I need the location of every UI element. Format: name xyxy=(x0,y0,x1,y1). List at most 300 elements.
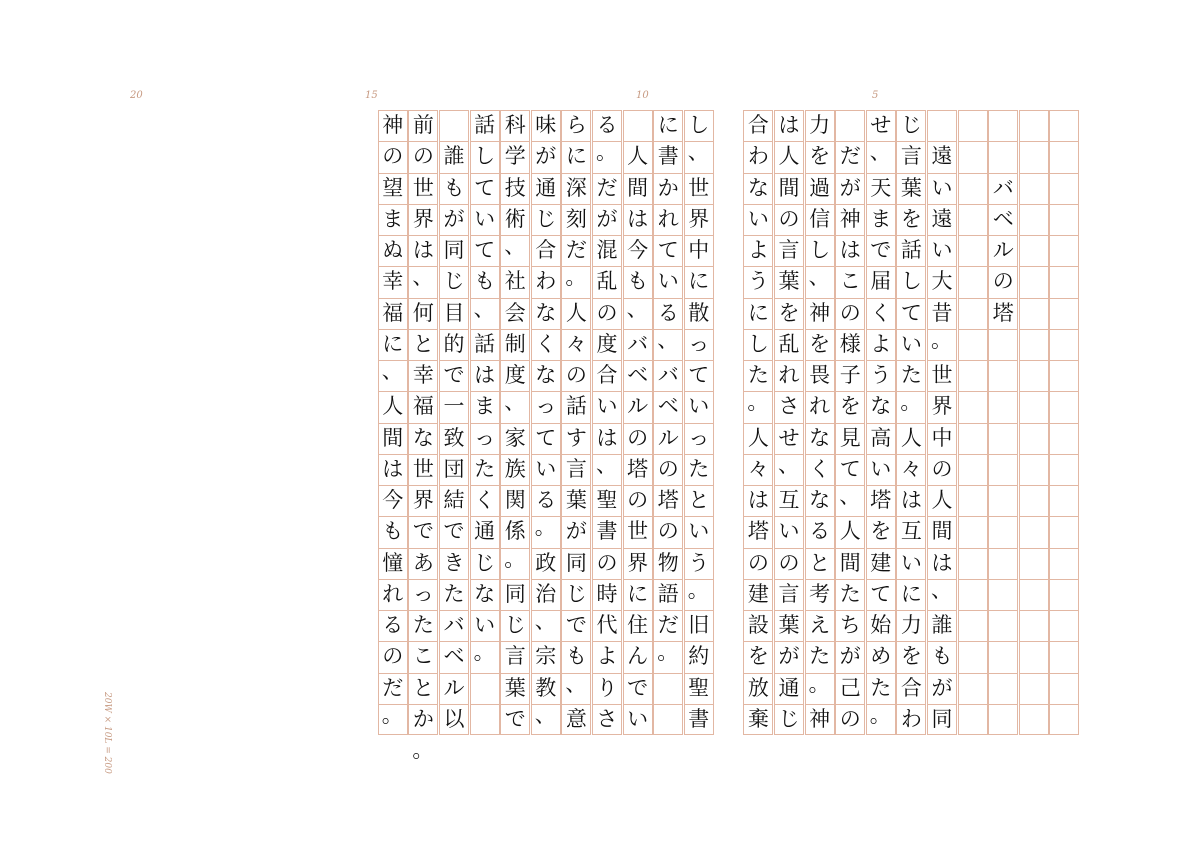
manuscript-char: て xyxy=(535,425,557,450)
manuscript-char: 話 xyxy=(900,238,922,262)
manuscript-char: も xyxy=(474,269,496,294)
manuscript-char: 界 xyxy=(688,206,710,231)
manuscript-char: が xyxy=(778,644,800,669)
manuscript-column xyxy=(743,110,773,735)
manuscript-char: 術 xyxy=(504,206,526,231)
manuscript-char: 間 xyxy=(931,519,953,544)
manuscript-char: す xyxy=(565,425,587,450)
manuscript-char: 政 xyxy=(535,550,557,575)
manuscript-char: 世 xyxy=(412,456,434,481)
grid-cell xyxy=(988,329,1018,360)
manuscript-char: バ xyxy=(657,363,679,387)
manuscript-column xyxy=(684,110,714,735)
manuscript-char: 神 xyxy=(809,300,831,325)
manuscript-char: 人 xyxy=(839,519,861,544)
manuscript-char: 社 xyxy=(504,269,526,294)
manuscript-char: 。 xyxy=(412,738,434,762)
grid-cell xyxy=(988,673,1018,704)
grid-cell xyxy=(988,704,1018,735)
grid-cell xyxy=(988,110,1018,141)
manuscript-column xyxy=(805,110,835,735)
manuscript-char: を xyxy=(900,644,922,669)
manuscript-char: 同 xyxy=(504,581,526,606)
grid-cell xyxy=(1019,610,1049,641)
manuscript-char: 前 xyxy=(412,113,434,137)
manuscript-char: が xyxy=(443,206,465,231)
manuscript-char: い xyxy=(474,613,496,637)
manuscript-char: り xyxy=(596,675,618,700)
grid-cell xyxy=(1049,391,1079,422)
manuscript-char: 遠 xyxy=(931,144,953,169)
manuscript-char: 見 xyxy=(839,425,861,450)
grid-cell xyxy=(1019,173,1049,204)
manuscript-char: 。 xyxy=(657,640,679,665)
manuscript-char: っ xyxy=(535,394,557,419)
grid-cell xyxy=(927,110,957,141)
grid-cell xyxy=(1049,329,1079,360)
manuscript-char: 、 xyxy=(778,452,799,477)
manuscript-char: で xyxy=(565,613,587,637)
manuscript-char: 望 xyxy=(382,175,404,200)
manuscript-char: わ xyxy=(535,269,557,294)
grid-cell xyxy=(1019,704,1049,735)
manuscript-char: 間 xyxy=(778,175,800,200)
grid-cell xyxy=(1019,673,1049,704)
manuscript-char: 、 xyxy=(473,296,495,321)
manuscript-char: ベ xyxy=(627,363,649,387)
manuscript-char: 時 xyxy=(596,581,618,606)
manuscript-column xyxy=(653,110,683,735)
manuscript-char: 学 xyxy=(504,144,526,169)
manuscript-char: バ xyxy=(443,613,465,637)
manuscript-char: い xyxy=(657,269,679,294)
manuscript-char: の xyxy=(931,456,953,481)
manuscript-char: 混 xyxy=(596,238,618,262)
manuscript-char: 、 xyxy=(534,702,556,727)
grid-cell xyxy=(1019,204,1049,235)
manuscript-char: を xyxy=(809,144,831,169)
manuscript-char: 合 xyxy=(596,363,618,387)
manuscript-char: き xyxy=(443,550,465,575)
manuscript-char: 間 xyxy=(382,425,404,450)
grid-cell xyxy=(958,298,988,329)
manuscript-char: だ xyxy=(382,675,404,700)
grid-cell xyxy=(1019,110,1049,141)
manuscript-char: 度 xyxy=(596,331,618,356)
manuscript-char: の xyxy=(596,550,618,575)
manuscript-char: さ xyxy=(778,394,800,419)
manuscript-column xyxy=(439,110,469,735)
manuscript-char: ま xyxy=(382,206,404,231)
manuscript-char: 己 xyxy=(839,675,861,700)
grid-cell xyxy=(988,516,1018,547)
manuscript-char: っ xyxy=(688,331,710,356)
manuscript-char: 人 xyxy=(627,144,649,169)
manuscript-char: た xyxy=(474,456,496,481)
manuscript-char: 互 xyxy=(778,488,800,512)
manuscript-char: な xyxy=(535,363,557,387)
manuscript-char: で xyxy=(412,519,434,544)
grid-cell xyxy=(1049,235,1079,266)
manuscript-char: の xyxy=(778,550,800,575)
manuscript-char: を xyxy=(900,206,922,231)
manuscript-char: い xyxy=(688,394,710,419)
manuscript-char: せ xyxy=(870,113,892,137)
manuscript-char: れ xyxy=(778,363,800,387)
manuscript-char: 界 xyxy=(931,394,953,419)
manuscript-char: か xyxy=(657,175,679,200)
manuscript-char: 会 xyxy=(504,300,526,325)
manuscript-char: 葉 xyxy=(565,488,587,512)
manuscript-char: 深 xyxy=(565,175,587,200)
manuscript-char: 書 xyxy=(596,519,618,544)
manuscript-char: 中 xyxy=(931,425,953,450)
grid-cell xyxy=(958,235,988,266)
manuscript-column xyxy=(1049,110,1079,735)
manuscript-char: 、 xyxy=(381,359,403,383)
manuscript-char: 住 xyxy=(627,613,649,637)
manuscript-char: た xyxy=(688,456,710,481)
manuscript-char: に xyxy=(627,581,649,606)
manuscript-char: 、 xyxy=(626,296,648,321)
grid-cell xyxy=(1019,235,1049,266)
manuscript-char: 。 xyxy=(596,140,617,165)
manuscript-char: も xyxy=(382,519,404,544)
manuscript-char: 中 xyxy=(688,238,710,262)
manuscript-char: し xyxy=(900,269,922,294)
manuscript-char: ま xyxy=(474,394,496,419)
manuscript-char: 幸 xyxy=(382,269,404,294)
manuscript-char: じ xyxy=(504,613,526,637)
manuscript-char: 。 xyxy=(473,640,495,665)
manuscript-char: る xyxy=(382,613,404,637)
grid-cell xyxy=(958,329,988,360)
grid-cell xyxy=(988,360,1018,391)
manuscript-char: じ xyxy=(900,113,922,137)
manuscript-char: 同 xyxy=(443,238,465,262)
grid-cell xyxy=(988,391,1018,422)
manuscript-char: い xyxy=(870,456,892,481)
manuscript-char: 言 xyxy=(900,144,922,169)
manuscript-char: の xyxy=(565,363,587,387)
manuscript-char: で xyxy=(443,363,465,387)
manuscript-char: て xyxy=(839,456,861,481)
grid-cell xyxy=(1049,360,1079,391)
grid-cell xyxy=(1049,516,1079,547)
manuscript-char: た xyxy=(839,581,861,606)
manuscript-char: は xyxy=(627,206,649,231)
column-number-10: 10 xyxy=(636,90,649,101)
manuscript-char: っ xyxy=(688,425,710,450)
manuscript-char: 宗 xyxy=(535,644,557,669)
grid-cell xyxy=(988,548,1018,579)
grid-cell xyxy=(1019,329,1049,360)
manuscript-char: い xyxy=(778,519,800,544)
manuscript-char: 人 xyxy=(565,300,587,325)
manuscript-char: 。 xyxy=(381,702,403,727)
manuscript-char: だ xyxy=(565,238,587,262)
manuscript-char: 約 xyxy=(688,644,710,669)
manuscript-char: を xyxy=(809,331,831,356)
manuscript-char: を xyxy=(839,394,861,419)
manuscript-char: 目 xyxy=(443,300,465,325)
manuscript-char: 遠 xyxy=(931,206,953,231)
manuscript-char: 神 xyxy=(809,706,831,731)
manuscript-char: 葉 xyxy=(900,175,922,200)
manuscript-char: 、 xyxy=(931,577,952,602)
grid-cell xyxy=(1049,141,1079,172)
manuscript-column xyxy=(988,110,1018,735)
manuscript-char: ぬ xyxy=(382,238,404,262)
manuscript-char: の xyxy=(657,456,679,481)
manuscript-char: 放 xyxy=(747,675,769,700)
manuscript-char: い xyxy=(688,519,710,544)
manuscript-char: 代 xyxy=(596,613,618,637)
grid-cell xyxy=(1049,266,1079,297)
manuscript-column xyxy=(835,110,865,735)
manuscript-char: 刻 xyxy=(565,206,587,231)
manuscript-char: い xyxy=(474,206,496,231)
manuscript-char: い xyxy=(596,394,618,419)
manuscript-char: 世 xyxy=(627,519,649,544)
manuscript-char: に xyxy=(747,300,769,325)
manuscript-char: 世 xyxy=(688,175,710,200)
manuscript-char: の xyxy=(992,269,1014,294)
grid-cell xyxy=(988,610,1018,641)
manuscript-char: 、 xyxy=(869,140,891,165)
manuscript-char: 人 xyxy=(900,425,922,450)
manuscript-char: 同 xyxy=(565,550,587,575)
manuscript-char: 。 xyxy=(808,671,830,696)
manuscript-char: は xyxy=(900,488,922,512)
manuscript-char: た xyxy=(870,675,892,700)
manuscript-char: な xyxy=(809,425,831,450)
grid-cell xyxy=(988,485,1018,516)
manuscript-column xyxy=(623,110,653,735)
grid-cell xyxy=(1049,704,1079,735)
manuscript-char: が xyxy=(535,144,557,169)
manuscript-char: 塔 xyxy=(870,488,892,512)
manuscript-char: 、 xyxy=(412,265,434,290)
manuscript-char: 高 xyxy=(870,425,892,450)
manuscript-char: 人 xyxy=(382,394,404,419)
manuscript-char: の xyxy=(657,519,679,544)
manuscript-char: 聖 xyxy=(688,675,710,700)
manuscript-column xyxy=(927,110,957,735)
manuscript-char: 書 xyxy=(688,706,710,731)
manuscript-char: 合 xyxy=(747,113,769,137)
manuscript-char: 旧 xyxy=(688,613,710,637)
manuscript-char: く xyxy=(535,331,557,356)
manuscript-char: せ xyxy=(778,425,800,450)
manuscript-column xyxy=(561,110,591,735)
manuscript-char: 致 xyxy=(443,425,465,450)
grid-cell xyxy=(1019,360,1049,391)
manuscript-char: ま xyxy=(870,206,892,231)
manuscript-char: 信 xyxy=(809,206,831,231)
manuscript-char: 。 xyxy=(869,702,891,727)
manuscript-char: を xyxy=(747,644,769,669)
manuscript-char: 、 xyxy=(808,265,830,290)
manuscript-column xyxy=(500,110,530,735)
manuscript-char: 建 xyxy=(870,550,892,575)
manuscript-column xyxy=(866,110,896,735)
grid-spec-label: 20W × 10L = 200 xyxy=(102,692,112,774)
grid-cell xyxy=(958,204,988,235)
manuscript-char: 々 xyxy=(747,456,769,481)
manuscript-char: 聖 xyxy=(596,488,618,512)
grid-cell xyxy=(1049,548,1079,579)
manuscript-char: れ xyxy=(657,206,679,231)
manuscript-char: 、 xyxy=(596,452,617,477)
manuscript-char: な xyxy=(474,581,496,606)
column-number-20: 20 xyxy=(130,90,143,101)
manuscript-char: る xyxy=(809,519,831,544)
grid-cell xyxy=(1019,485,1049,516)
grid-cell xyxy=(1019,641,1049,672)
manuscript-char: 々 xyxy=(565,331,587,356)
manuscript-char: 以 xyxy=(443,706,465,731)
manuscript-char: バ xyxy=(992,175,1014,200)
manuscript-char: じ xyxy=(565,581,587,606)
manuscript-char: さ xyxy=(596,706,618,731)
grid-cell xyxy=(988,454,1018,485)
grid-cell xyxy=(1049,641,1079,672)
manuscript-char: 通 xyxy=(778,675,800,700)
manuscript-char: も xyxy=(931,644,953,669)
manuscript-char: た xyxy=(443,581,465,606)
manuscript-char: 子 xyxy=(839,363,861,387)
manuscript-char: れ xyxy=(809,394,831,419)
manuscript-column xyxy=(531,110,561,735)
manuscript-char: 今 xyxy=(627,238,649,262)
manuscript-char: 葉 xyxy=(778,269,800,294)
manuscript-char: 通 xyxy=(474,519,496,544)
grid-cell xyxy=(470,704,500,735)
grid-cell xyxy=(958,391,988,422)
manuscript-char: 福 xyxy=(382,300,404,325)
manuscript-char: 天 xyxy=(870,175,892,200)
manuscript-char: 物 xyxy=(657,550,679,575)
manuscript-char: っ xyxy=(474,425,496,450)
manuscript-char: て xyxy=(474,238,496,262)
grid-cell xyxy=(1019,298,1049,329)
manuscript-char: ベ xyxy=(443,644,465,669)
grid-cell xyxy=(988,141,1018,172)
grid-cell xyxy=(958,423,988,454)
grid-cell xyxy=(1049,610,1079,641)
manuscript-char: う xyxy=(870,363,892,387)
manuscript-char: の xyxy=(839,706,861,731)
manuscript-char: 科 xyxy=(504,113,526,137)
manuscript-char: る xyxy=(657,300,679,325)
manuscript-char: こ xyxy=(412,644,434,669)
grid-cell xyxy=(1049,204,1079,235)
manuscript-char: 。 xyxy=(747,390,769,415)
manuscript-char: 葉 xyxy=(778,613,800,637)
manuscript-char: じ xyxy=(474,550,496,575)
grid-cell xyxy=(1049,485,1079,516)
manuscript-char: 合 xyxy=(900,675,922,700)
manuscript-char: 界 xyxy=(627,550,649,575)
manuscript-char: わ xyxy=(747,144,769,169)
manuscript-char: い xyxy=(931,238,953,262)
manuscript-char: の xyxy=(627,425,649,450)
manuscript-char: 建 xyxy=(747,581,769,606)
manuscript-char: 技 xyxy=(504,175,526,200)
manuscript-char: な xyxy=(870,394,892,419)
manuscript-char: じ xyxy=(443,269,465,294)
manuscript-char: 互 xyxy=(900,519,922,544)
manuscript-char: 意 xyxy=(565,706,587,731)
manuscript-char: 乱 xyxy=(778,331,800,356)
manuscript-char: 。 xyxy=(687,577,709,602)
grid-cell xyxy=(958,454,988,485)
manuscript-char: し xyxy=(809,238,831,262)
manuscript-char: て xyxy=(657,238,679,262)
manuscript-char: 的 xyxy=(443,331,465,356)
manuscript-char: 人 xyxy=(931,488,953,512)
manuscript-char: 係 xyxy=(504,519,526,544)
manuscript-char: 設 xyxy=(747,613,769,637)
manuscript-char: 度 xyxy=(504,363,526,387)
manuscript-char: を xyxy=(778,300,800,325)
manuscript-char: だ xyxy=(839,144,861,169)
manuscript-char: い xyxy=(535,456,557,481)
manuscript-char: 語 xyxy=(657,581,679,606)
manuscript-char: で xyxy=(870,238,892,262)
manuscript-char: 、 xyxy=(504,390,526,415)
grid-cell xyxy=(1019,548,1049,579)
grid-cell xyxy=(1019,454,1049,485)
manuscript-char: 誰 xyxy=(931,613,953,637)
manuscript-char: た xyxy=(809,644,831,669)
grid-cell xyxy=(988,579,1018,610)
manuscript-char: い xyxy=(900,331,922,356)
manuscript-char: る xyxy=(535,488,557,512)
manuscript-char: 々 xyxy=(900,456,922,481)
manuscript-char: の xyxy=(412,144,434,169)
manuscript-char: い xyxy=(931,175,953,200)
manuscript-char: は xyxy=(931,550,953,575)
manuscript-char: と xyxy=(412,331,434,356)
manuscript-char: て xyxy=(474,175,496,200)
manuscript-char: に xyxy=(657,113,679,137)
grid-cell xyxy=(958,266,988,297)
manuscript-char: と xyxy=(412,675,434,700)
grid-cell xyxy=(1019,391,1049,422)
grid-cell xyxy=(1019,579,1049,610)
manuscript-char: く xyxy=(474,488,496,512)
manuscript-char: 世 xyxy=(931,363,953,387)
manuscript-char: い xyxy=(747,206,769,231)
manuscript-column xyxy=(774,110,804,735)
manuscript-char: は xyxy=(596,425,618,450)
manuscript-char: 家 xyxy=(504,425,526,450)
manuscript-char: ル xyxy=(992,238,1014,262)
manuscript-char: 制 xyxy=(504,331,526,356)
manuscript-char: あ xyxy=(412,550,434,575)
manuscript-char: ら xyxy=(565,113,587,137)
manuscript-char: な xyxy=(412,425,434,450)
manuscript-char: か xyxy=(412,706,434,731)
manuscript-char: 散 xyxy=(688,300,710,325)
column-number-5: 5 xyxy=(872,90,879,101)
grid-cell xyxy=(653,704,683,735)
manuscript-char: 、 xyxy=(565,671,587,696)
manuscript-char: 何 xyxy=(412,300,434,325)
grid-cell xyxy=(958,485,988,516)
